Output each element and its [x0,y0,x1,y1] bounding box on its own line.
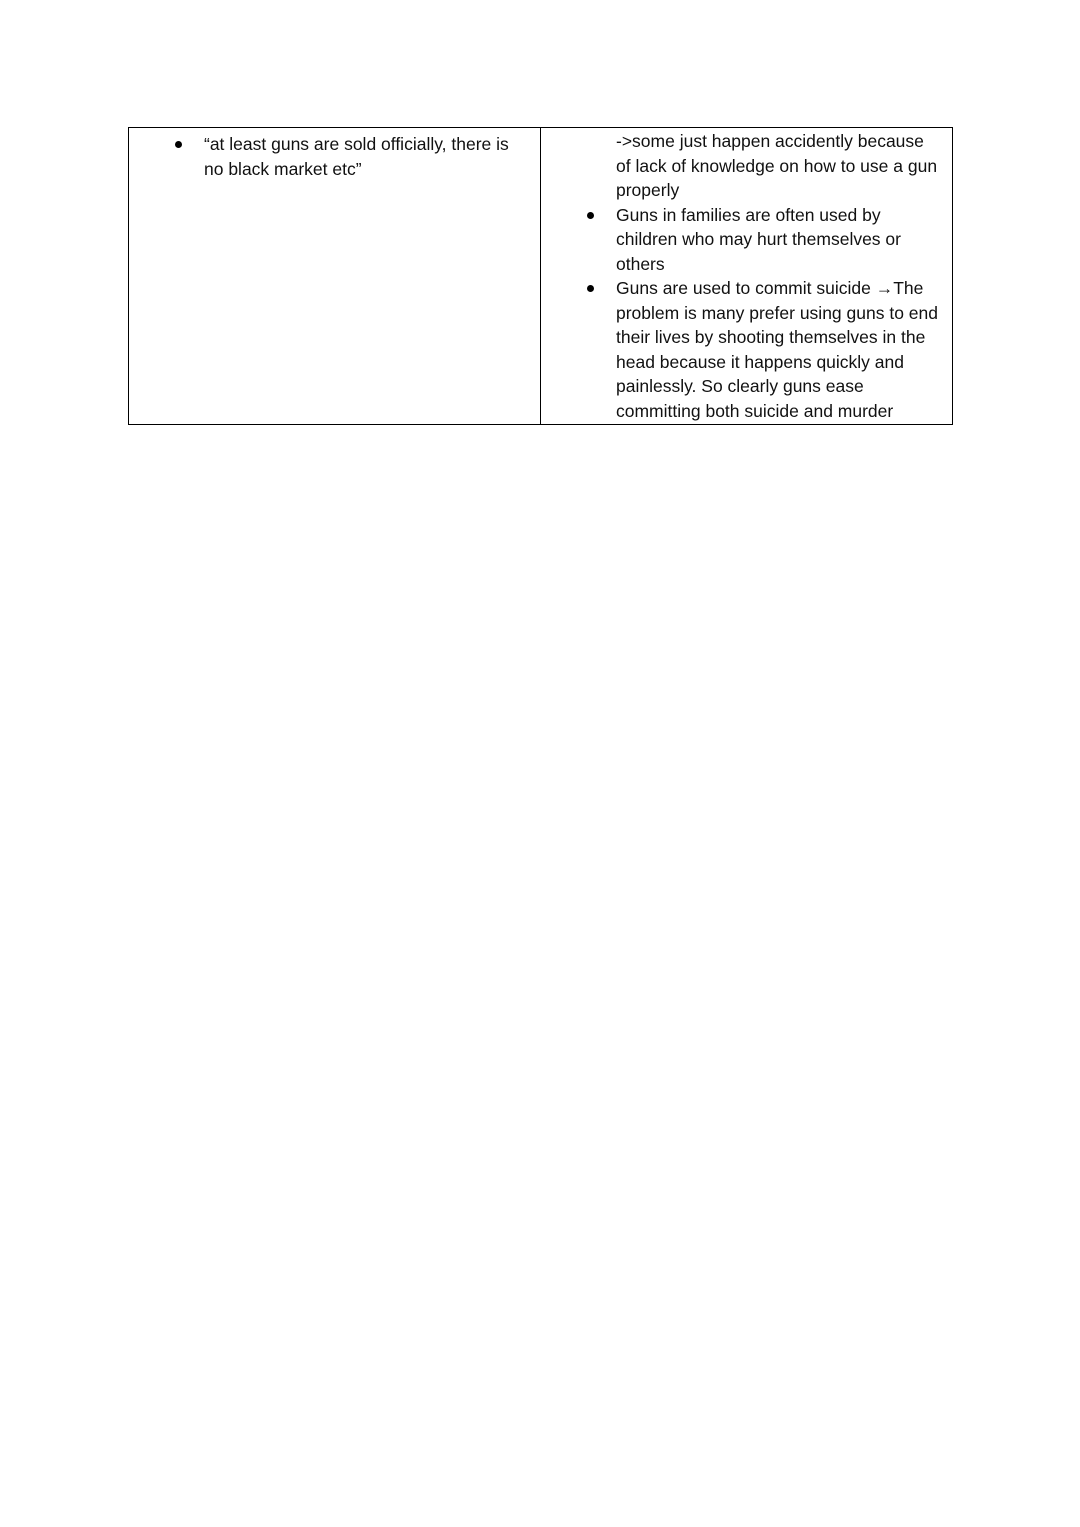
continuation-text: ->some just happen accidently because of lack of knowledge on how to use a gun properly [616,131,938,200]
bullet-icon [175,141,182,148]
arguments-table [128,127,953,425]
right-arrow-icon: → [875,278,894,298]
table-row [129,128,953,425]
list-item-text: “at least guns are sold officially, there is no black market etc” [204,134,509,179]
list-item-text: Guns in families are often used by children who may hurt themselves or others [616,204,901,274]
list-item [616,203,938,277]
right-column-content [541,128,952,423]
list-item-text-end: The problem is many prefer using guns to end their lives by shooting themselves in the head because it happens quickly and painlessly. So clearly guns ease committing both suicide and murder [616,278,938,421]
list-item [204,132,530,181]
left-column-content [129,128,540,181]
bullet-icon [587,285,594,292]
bullet-icon [587,212,594,219]
left-column-cell [129,128,541,425]
right-column-cell [541,128,953,425]
list-item [616,276,938,423]
list-item-text-start: Guns are used to commit suicide [616,278,876,298]
